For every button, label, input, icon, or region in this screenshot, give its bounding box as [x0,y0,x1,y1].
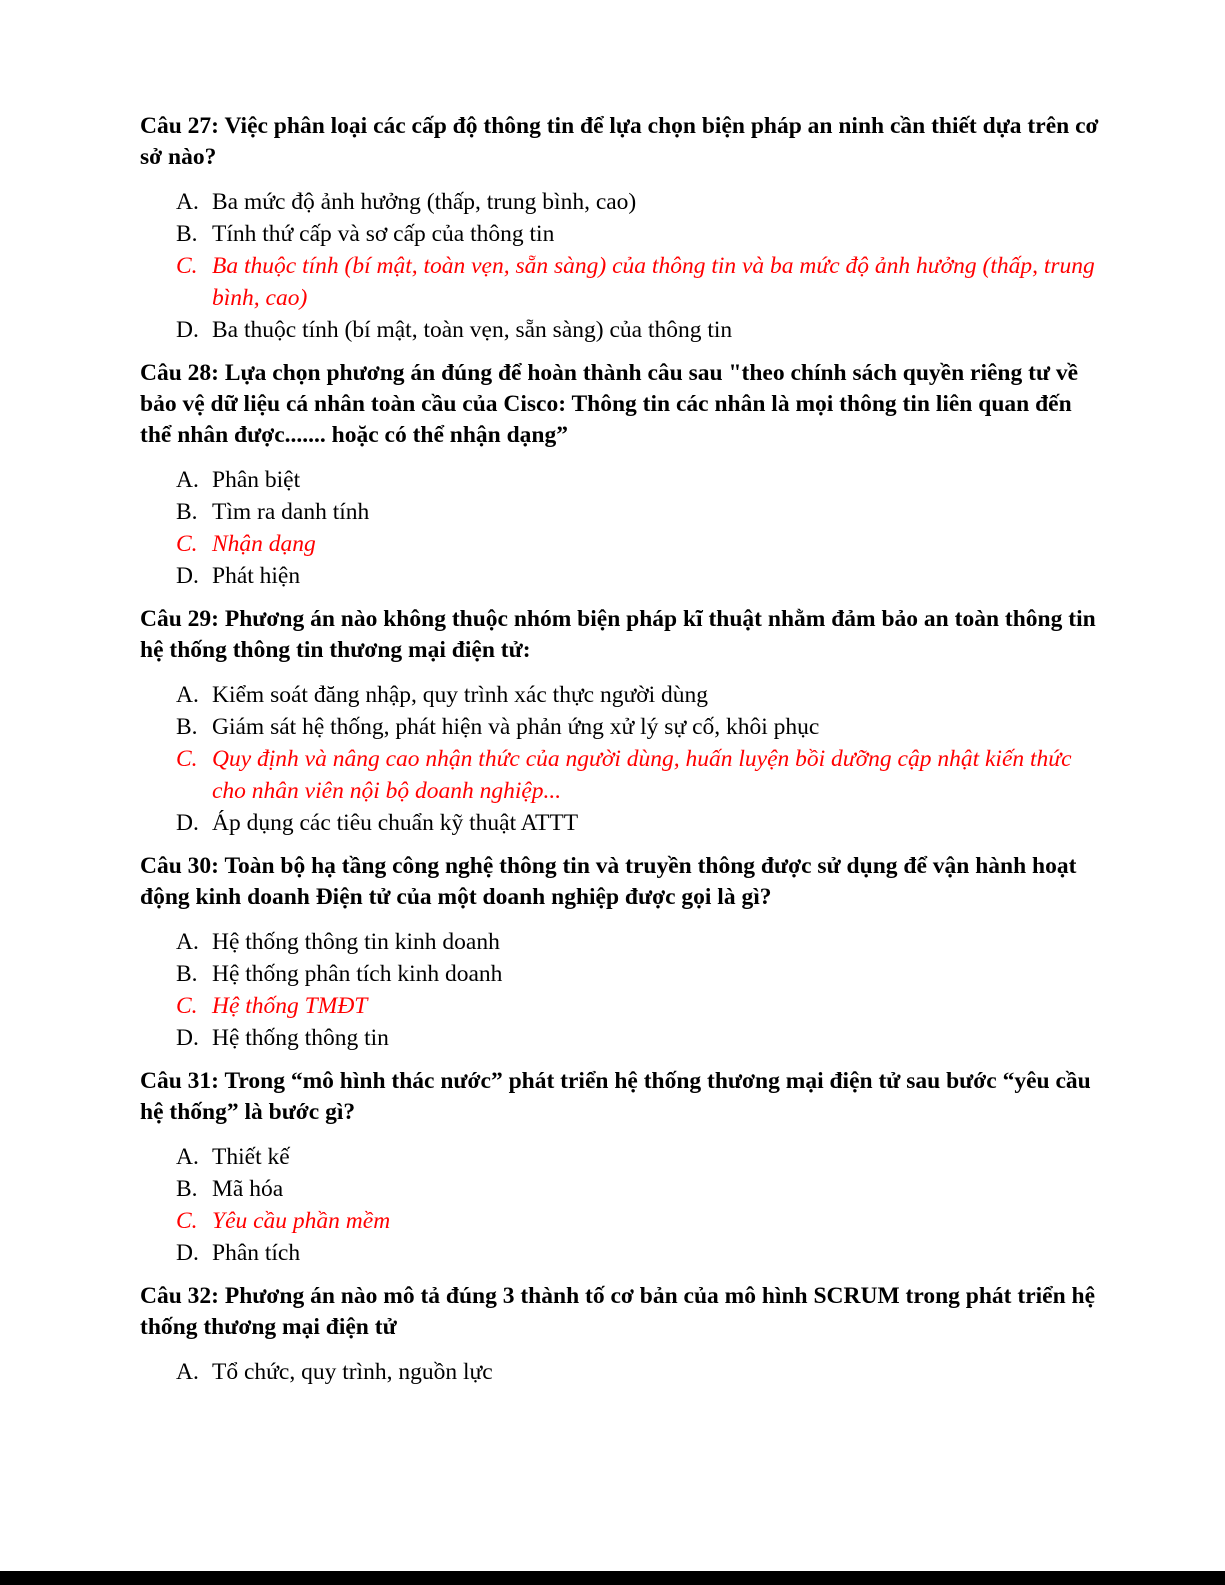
question-title: Câu 29: Phương án nào không thuộc nhóm biện pháp kĩ thuật nhằm đảm bảo an toàn thông tin hệ thống thông tin thương mại điện tử: [140,606,1096,663]
page-bottom-border [0,1571,1225,1585]
option-list [140,464,1105,592]
question-27 [140,111,1105,346]
question-title: Câu 27: Việc phân loại các cấp độ thông tin để lựa chọn biện pháp an ninh cần thiết dựa trên cơ sở nào? [140,113,1099,170]
option-a: A. Tổ chức, quy trình, nguồn lực [176,1359,493,1385]
option-list [140,1356,1105,1388]
option-a: A. Kiểm soát đăng nhập, quy trình xác thực người dùng [176,682,709,708]
option-list [140,186,1105,346]
question-29 [140,604,1105,839]
option-d: D. Hệ thống thông tin [176,1025,389,1051]
option-b: B. Hệ thống phân tích kinh doanh [176,961,503,987]
option-b: B. Tính thứ cấp và sơ cấp của thông tin [176,221,555,247]
option-a: A. Phân biệt [176,467,301,493]
question-32 [140,1281,1105,1388]
option-a: A. Ba mức độ ảnh hưởng (thấp, trung bình, cao) [176,189,637,215]
option-d: D. Ba thuộc tính (bí mật, toàn vẹn, sẵn sàng) của thông tin [176,317,733,343]
question-31 [140,1066,1105,1269]
option-d: D. Áp dụng các tiêu chuẩn kỹ thuật ATTT [176,810,579,836]
option-b: B. Tìm ra danh tính [176,499,370,525]
option-b: B. Mã hóa [176,1176,284,1202]
option-a: A. Thiết kế [176,1144,290,1170]
option-d: D. Phát hiện [176,563,301,589]
option-list [140,1141,1105,1269]
option-c-correct: C. Quy định và nâng cao nhận thức của người dùng, huấn luyện bồi dưỡng cập nhật kiến thức cho nhân viên nội bộ doanh nghiệp... [176,746,1072,804]
question-title: Câu 30: Toàn bộ hạ tầng công nghệ thông tin và truyền thông được sử dụng để vận hành hoạt động kinh doanh Điện tử của một doanh nghiệp được gọi là gì? [140,853,1077,910]
document-page [140,111,1105,1400]
question-title: Câu 31: Trong “mô hình thác nước” phát triển hệ thống thương mại điện tử sau bước “yêu cầu hệ thống” là bước gì? [140,1068,1091,1125]
question-title: Câu 32: Phương án nào mô tả đúng 3 thành tố cơ bản của mô hình SCRUM trong phát triển hệ thống thương mại điện tử [140,1283,1096,1340]
option-b: B. Giám sát hệ thống, phát hiện và phản ứng xử lý sự cố, khôi phục [176,714,820,740]
option-c-correct: C. Ba thuộc tính (bí mật, toàn vẹn, sẵn sàng) của thông tin và ba mức độ ảnh hưởng (thấp, trung bình, cao) [176,253,1095,311]
option-c-correct: C. Nhận dạng [176,531,316,557]
option-d: D. Phân tích [176,1240,301,1266]
question-title: Câu 28: Lựa chọn phương án đúng để hoàn thành câu sau "theo chính sách quyền riêng tư về bảo vệ dữ liệu cá nhân toàn cầu của Cisco: Thông tin các nhân là mọi thông tin liên quan đến thể nhân được....... hoặc có thể nhận dạng” [140,360,1079,448]
option-list [140,926,1105,1054]
question-28 [140,358,1105,592]
option-c-correct: C. Hệ thống TMĐT [176,993,368,1019]
option-c-correct: C. Yêu cầu phần mềm [176,1208,391,1234]
option-list [140,679,1105,839]
question-30 [140,851,1105,1054]
option-a: A. Hệ thống thông tin kinh doanh [176,929,500,955]
